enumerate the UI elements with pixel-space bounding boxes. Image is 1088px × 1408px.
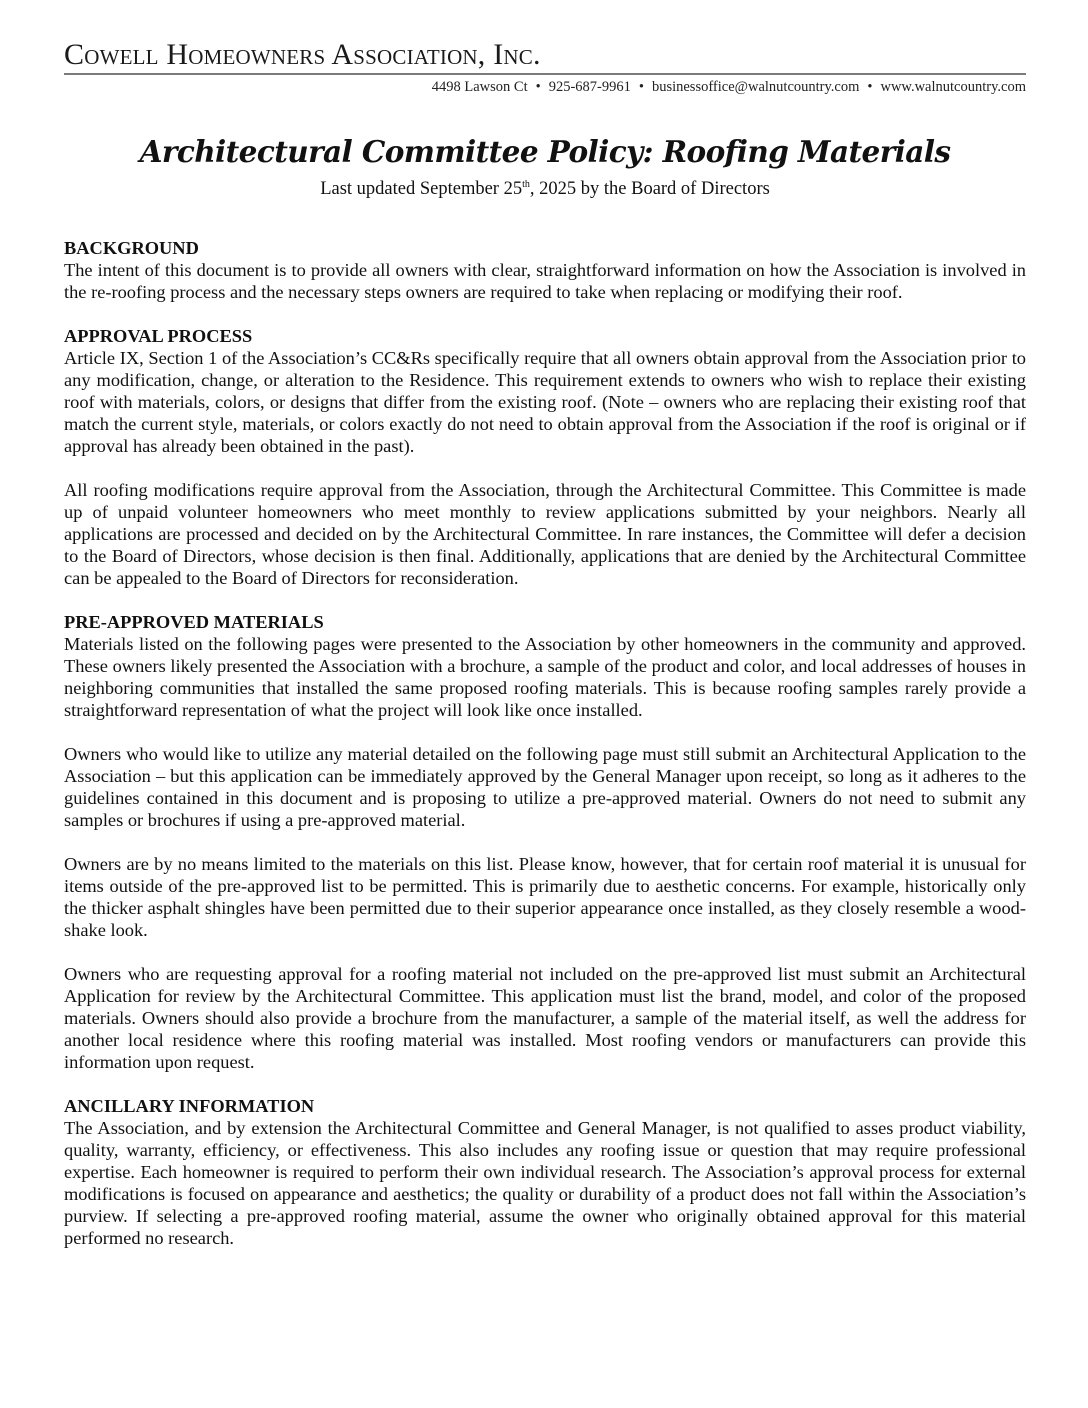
section-heading: ANCILLARY INFORMATION — [64, 1096, 315, 1116]
section-ancillary-information — [64, 1095, 1026, 1249]
document-title: Architectural Committee Policy: Roofing Materials — [139, 134, 951, 169]
subtitle-author-text: , 2025 by the Board of Directors — [529, 179, 770, 200]
paragraph: Materials listed on the following pages were presented to the Association by other homeowners in the community and approved. These owners likely presented the Association with a brochure, a sample of the product and color, and local addresses of houses in neighboring communities that installed the same proposed roofing materials. This is because roofing samples rarely provide a straightforward representation of what the project will look like once installed. — [64, 634, 1026, 720]
section-heading: BACKGROUND — [64, 238, 199, 258]
phone-number: 925-687-9961 — [548, 79, 631, 95]
section-heading: PRE-APPROVED MATERIALS — [64, 612, 324, 632]
paragraph: The intent of this document is to provide all owners with clear, straightforward information on how the Association is involved in the re-roofing process and the necessary steps owners are required to take when replacing or modifying their roof. — [64, 260, 1026, 302]
email-address[interactable]: businessoffice@walnutcountry.com — [651, 79, 860, 95]
paragraph: Owners who are requesting approval for a roofing material not included on the pre-approved list must submit an Architectural Application for review by the Architectural Committee. This application must list the brand, model, and color of the proposed materials. Owners should also provide a brochure from the manufacturer, a sample of the material itself, as well the address for another local residence where this roofing material was installed. Most roofing vendors or manufacturers can provide this information upon request. — [64, 964, 1026, 1072]
section-heading: APPROVAL PROCESS — [64, 326, 253, 346]
section-background — [64, 237, 1026, 303]
bullet-separator: • — [638, 79, 644, 95]
document-body — [64, 237, 1026, 1249]
header-divider — [64, 73, 1026, 75]
paragraph: All roofing modifications require approval from the Association, through the Architectural Committee. This Committee is made up of unpaid volunteer homeowners who meet monthly to review applications submitted by your neighbors. Nearly all applications are processed and decided on by the Architectural Committee. In rare instances, the Committee will defer a decision to the Board of Directors, whose decision is then final. Additionally, applications that are denied by the Architectural Committee can be appealed to the Board of Directors for reconsideration. — [64, 480, 1026, 588]
document-subtitle — [64, 179, 1026, 200]
section-approval-process — [64, 325, 1026, 589]
paragraph: Article IX, Section 1 of the Association’s CC&Rs specifically require that all owners obtain approval from the Association prior to any modification, change, or alteration to the Residence. This requirement extends to owners who wish to replace their existing roof with materials, colors, or designs that differ from the existing roof. (Note – owners who are replacing their existing roof that match the current style, materials, or colors exactly do not need to obtain approval from the Association if the roof is original or if approval has already been obtained in the past). — [64, 348, 1026, 456]
contact-line — [432, 79, 1026, 96]
bullet-separator: • — [535, 79, 541, 95]
organization-name: Cowell Homeowners Association, Inc. — [64, 38, 541, 71]
address: 4498 Lawson Ct — [431, 79, 528, 95]
website-link[interactable]: www.walnutcountry.com — [880, 79, 1026, 95]
bullet-separator: • — [867, 79, 873, 95]
subtitle-date-text: Last updated September 25 — [320, 179, 523, 200]
paragraph: Owners who would like to utilize any material detailed on the following page must still submit an Architectural Application to the Association – but this application can be immediately approved by the General Manager upon receipt, so long as it adheres to the guidelines contained in this document and is proposing to utilize a pre-approved material. Owners do not need to submit any samples or brochures if using a pre-approved material. — [64, 744, 1026, 830]
paragraph: Owners are by no means limited to the materials on this list. Please know, however, that for certain roof material it is unusual for items outside of the pre-approved list to be permitted. This is primarily due to aesthetic concerns. For example, historically only the thicker asphalt shingles have been permitted due to their superior appearance once installed, as they closely resemble a wood-shake look. — [64, 854, 1026, 940]
section-pre-approved-materials — [64, 611, 1026, 1073]
paragraph: The Association, and by extension the Architectural Committee and General Manager, is not qualified to asses product viability, quality, warranty, efficiency, or effectiveness. This also includes any roofing issue or question that may require professional expertise. Each homeowner is required to perform their own individual research. The Association’s approval process for external modifications is focused on appearance and aesthetics; the quality or durability of a product does not fall within the Association’s purview. If selecting a pre-approved roofing material, assume the owner who originally obtained approval for this material performed no research. — [64, 1118, 1026, 1248]
ordinal-suffix: th — [522, 179, 530, 190]
